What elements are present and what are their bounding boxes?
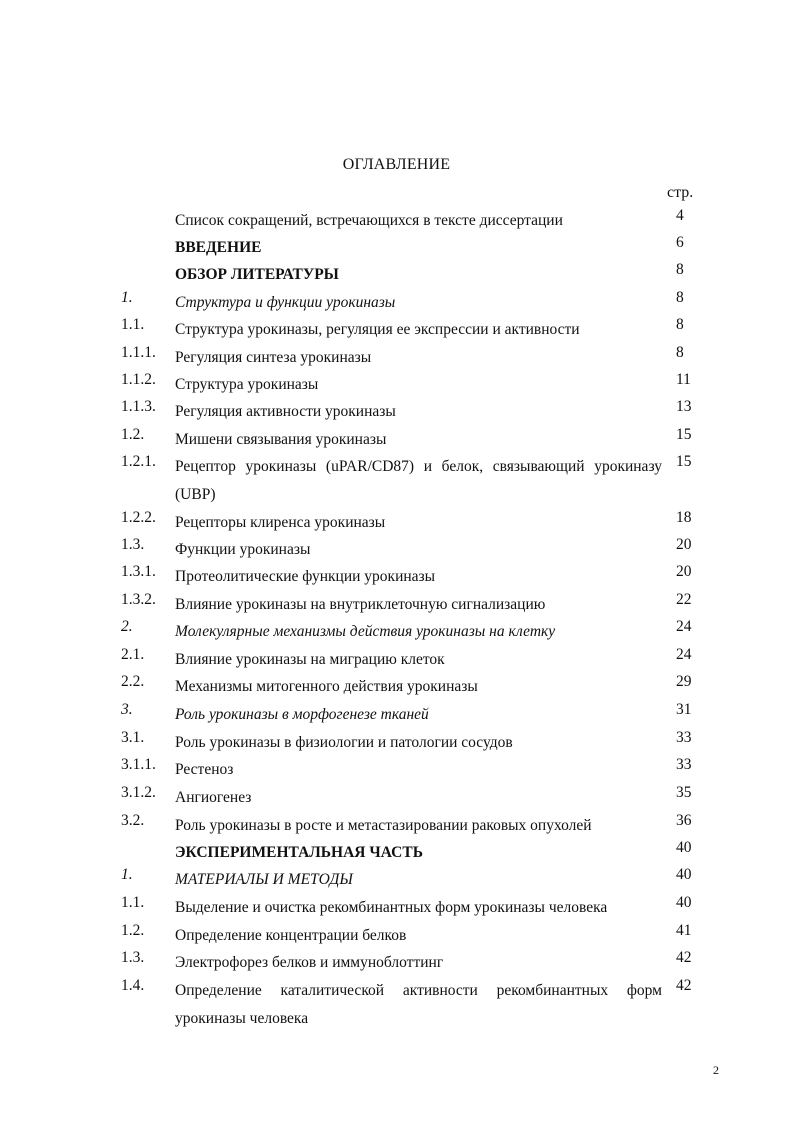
toc-entry-title: Влияние урокиназы на внутриклеточную сигнализацию bbox=[175, 596, 546, 613]
toc-entry-page: 8 bbox=[676, 289, 684, 306]
toc-entry-number: 1.1.3. bbox=[121, 398, 156, 415]
toc-entry-page: 22 bbox=[676, 591, 692, 608]
toc-entry-number: 1.1.2. bbox=[121, 371, 156, 388]
toc-entry-number: 1.4. bbox=[121, 977, 145, 994]
toc-entry-title: Структура и функции урокиназы bbox=[175, 294, 396, 311]
toc-entry-title: Регуляция активности урокиназы bbox=[175, 403, 396, 420]
toc-entry-number: 1.2.2. bbox=[121, 509, 156, 526]
toc-entry-page: 4 bbox=[676, 207, 684, 224]
toc-entry-page: 41 bbox=[676, 922, 692, 939]
toc-entry-page: 42 bbox=[676, 977, 692, 994]
toc-entry-page: 20 bbox=[676, 563, 692, 580]
toc-entry-title: Роль урокиназы в морфогенезе тканей bbox=[175, 706, 429, 723]
toc-entry-page: 29 bbox=[676, 673, 692, 690]
toc-entry-title: Влияние урокиназы на миграцию клеток bbox=[175, 651, 445, 668]
toc-entry-title: Регуляция синтеза урокиназы bbox=[175, 349, 372, 366]
toc-entry-title: Ангиогенез bbox=[175, 789, 252, 806]
toc-entry-number: 1.3. bbox=[121, 536, 145, 553]
toc-entry-page: 33 bbox=[676, 729, 692, 746]
toc-entry-title: Структура урокиназы bbox=[175, 376, 319, 393]
toc-entry-title: Электрофорез белков и иммуноблоттинг bbox=[175, 954, 444, 971]
toc-entry-page: 6 bbox=[676, 234, 684, 251]
toc-entry-number: 1.2. bbox=[121, 922, 145, 939]
page-number: 2 bbox=[713, 1063, 719, 1077]
toc-entry-number: 3. bbox=[121, 701, 133, 718]
toc-entry-page: 24 bbox=[676, 646, 692, 663]
toc-entry-page: 11 bbox=[676, 371, 691, 388]
toc-entry-page: 40 bbox=[676, 894, 692, 911]
toc-entry-page: 40 bbox=[676, 866, 692, 883]
toc-entry-number: 1.1. bbox=[121, 894, 145, 911]
toc-entry-title: Определение концентрации белков bbox=[175, 927, 407, 944]
page-column-label: стр. bbox=[667, 184, 694, 201]
toc-entry-page: 15 bbox=[676, 426, 692, 443]
toc-entry-number: 1.3.2. bbox=[121, 591, 156, 608]
toc-entry-title: Рецепторы клиренса урокиназы bbox=[175, 514, 386, 531]
toc-entry-number: 1.1. bbox=[121, 316, 145, 333]
toc-entry-title: МАТЕРИАЛЫ И МЕТОДЫ bbox=[175, 871, 353, 888]
toc-entry-page: 42 bbox=[676, 949, 692, 966]
toc-entry-title: Определение каталитической активности рекомбинантных форм урокиназы человека bbox=[175, 982, 662, 1027]
toc-entry-title: Функции урокиназы bbox=[175, 541, 311, 558]
toc-entry-page: 18 bbox=[676, 509, 692, 526]
toc-entry-number: 2. bbox=[121, 618, 133, 635]
toc-entry-number: 3.1.1. bbox=[121, 756, 156, 773]
toc-entry-number: 1.2.1. bbox=[121, 453, 156, 470]
toc-entry-title: Протеолитические функции урокиназы bbox=[175, 568, 436, 585]
toc-entry-page: 35 bbox=[676, 784, 692, 801]
toc-entry-number: 1.3.1. bbox=[121, 563, 156, 580]
toc-entry-number: 3.2. bbox=[121, 812, 145, 829]
toc-entry-number: 1. bbox=[121, 289, 133, 306]
toc-entry-title: ОБЗОР ЛИТЕРАТУРЫ bbox=[175, 266, 339, 283]
toc-entry-title: Механизмы митогенного действия урокиназы bbox=[175, 678, 478, 695]
toc-entry-page: 8 bbox=[676, 316, 684, 333]
toc-entry-page: 36 bbox=[676, 812, 692, 829]
toc-entry-page: 20 bbox=[676, 536, 692, 553]
toc-entry-page: 13 bbox=[676, 398, 692, 415]
toc-entry-number: 2.2. bbox=[121, 673, 145, 690]
toc-entry-number: 1.1.1. bbox=[121, 344, 156, 361]
toc-entry-page: 24 bbox=[676, 618, 692, 635]
toc-entry-title: ВВЕДЕНИЕ bbox=[175, 239, 262, 256]
toc-heading: ОГЛАВЛЕНИЕ bbox=[342, 156, 451, 173]
toc-entry-page: 8 bbox=[676, 261, 684, 278]
toc-entry-number: 1.2. bbox=[121, 426, 145, 443]
toc-entry-title: ЭКСПЕРИМЕНТАЛЬНАЯ ЧАСТЬ bbox=[175, 844, 423, 861]
toc-entry-title: Список сокращений, встречающихся в тексте диссертации bbox=[175, 212, 563, 229]
toc-entry-page: 33 bbox=[676, 756, 692, 773]
toc-entry-number: 1.3. bbox=[121, 949, 145, 966]
toc-entry-title: Рецептор урокиназы (uPAR/CD87) и белок, связывающий урокиназу (UBP) bbox=[175, 458, 662, 503]
toc-entry-number: 1. bbox=[121, 866, 133, 883]
toc-entry-page: 31 bbox=[676, 701, 692, 718]
toc-entry-title: Выделение и очистка рекомбинантных форм урокиназы человека bbox=[175, 899, 608, 916]
toc-entry-page: 15 bbox=[676, 453, 692, 470]
toc-entry-number: 3.1.2. bbox=[121, 784, 156, 801]
toc-entry-number: 3.1. bbox=[121, 729, 145, 746]
toc-entry-number: 2.1. bbox=[121, 646, 145, 663]
toc-entry-page: 40 bbox=[676, 839, 692, 856]
toc-entry-title: Молекулярные механизмы действия урокиназы на клетку bbox=[175, 623, 556, 640]
toc-entry-title: Роль урокиназы в росте и метастазировании раковых опухолей bbox=[175, 817, 592, 834]
toc-entry-page: 8 bbox=[676, 344, 684, 361]
toc-entry-title: Рестеноз bbox=[175, 761, 234, 778]
toc-entry-title: Структура урокиназы, регуляция ее экспрессии и активности bbox=[175, 321, 580, 338]
toc-entry-title: Роль урокиназы в физиологии и патологии сосудов bbox=[175, 734, 513, 751]
toc-entry-title: Мишени связывания урокиназы bbox=[175, 431, 387, 448]
